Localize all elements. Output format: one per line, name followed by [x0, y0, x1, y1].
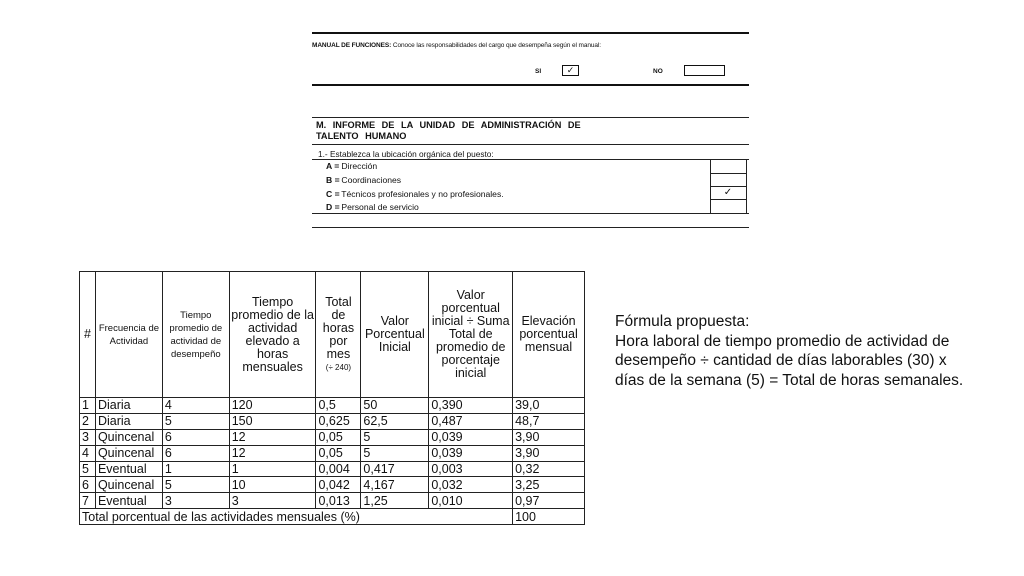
answer-box-line-1: [710, 173, 747, 174]
cell-elevacion: 3,25: [513, 477, 585, 493]
cell-elevado: 12: [229, 445, 316, 461]
table-row: [80, 398, 585, 414]
cell-elevacion: 39,0: [513, 398, 585, 414]
no-checkbox: [684, 65, 725, 76]
header-total-hours-sub: (÷ 240): [325, 362, 352, 372]
organic-location-question: 1.- Establezca la ubicación orgánica del puesto:: [318, 149, 494, 159]
formula-title: Fórmula propuesta:: [615, 313, 750, 330]
cell-frecuencia: Diaria: [95, 398, 162, 414]
cell-valor-inicial: 62,5: [361, 413, 429, 429]
cell-valor-inicial: 5: [361, 445, 429, 461]
formula-block: [615, 312, 980, 390]
table-row: [80, 429, 585, 445]
cell-num: 7: [80, 493, 96, 509]
cell-valor-suma: 0,003: [429, 461, 513, 477]
cell-num: 5: [80, 461, 96, 477]
formula-text: Hora laboral de tiempo promedio de actividad de desempeño ÷ cantidad de días laborables (30) x días de la semana (5) = Total de horas semanales.: [615, 332, 964, 389]
header-value-ratio: Valor porcentual inicial ÷ Suma Total de promedio de porcentaje inicial: [429, 272, 513, 398]
manual-label: MANUAL DE FUNCIONES:: [312, 42, 392, 49]
cell-elevado: 10: [229, 477, 316, 493]
answer-box-line-3: [710, 199, 747, 200]
cell-valor-inicial: 0,417: [361, 461, 429, 477]
cell-frecuencia: Quincenal: [95, 429, 162, 445]
cell-num: 2: [80, 413, 96, 429]
header-monthly-hours: Tiempo promedio de la actividad elevado a horas mensuales: [229, 272, 316, 398]
cell-valor-inicial: 4,167: [361, 477, 429, 493]
cell-valor-suma: 0,010: [429, 493, 513, 509]
cell-tiempo: 1: [162, 461, 229, 477]
cell-elevado: 3: [229, 493, 316, 509]
top-rule: [312, 32, 749, 34]
header-total-hours: [316, 272, 361, 398]
cell-tiempo: 6: [162, 429, 229, 445]
header-frequency: Frecuencia de Actividad: [95, 272, 162, 398]
option-a-key: A =: [326, 161, 340, 171]
middle-rule: [312, 84, 749, 86]
table-total-row: [80, 509, 585, 525]
section-title: [316, 120, 636, 141]
cell-valor-suma: 0,032: [429, 477, 513, 493]
cell-elevado: 120: [229, 398, 316, 414]
si-checkbox: ✓: [562, 65, 579, 76]
no-label: NO: [653, 68, 663, 75]
section-top-line: [312, 117, 749, 118]
cell-frecuencia: Quincenal: [95, 445, 162, 461]
section-title-line: [312, 144, 749, 145]
option-d-key: D =: [326, 202, 340, 212]
cell-frecuencia: Eventual: [95, 493, 162, 509]
cell-elevacion: 0,32: [513, 461, 585, 477]
cell-total-horas: 0,625: [316, 413, 361, 429]
cell-elevado: 150: [229, 413, 316, 429]
table-row: [80, 413, 585, 429]
cell-total-horas: 0,013: [316, 493, 361, 509]
section-title-line2: TALENTO HUMANO: [316, 130, 407, 141]
cell-num: 3: [80, 429, 96, 445]
table-row: [80, 493, 585, 509]
cell-tiempo: 5: [162, 477, 229, 493]
option-d-text: Personal de servicio: [341, 202, 419, 212]
cell-elevado: 1: [229, 461, 316, 477]
option-b-text: Coordinaciones: [341, 175, 402, 185]
cell-valor-inicial: 5: [361, 429, 429, 445]
cell-valor-suma: 0,039: [429, 429, 513, 445]
cell-valor-suma: 0,039: [429, 445, 513, 461]
cell-total-horas: 0,05: [316, 445, 361, 461]
cell-total-horas: 0,05: [316, 429, 361, 445]
cell-valor-suma: 0,390: [429, 398, 513, 414]
header-total-hours-label: Total de horas por mes: [322, 294, 355, 361]
cell-elevacion: 48,7: [513, 413, 585, 429]
section-bottom-line: [312, 213, 749, 214]
table-row: [80, 445, 585, 461]
question-line: [312, 159, 749, 160]
cell-valor-suma: 0,487: [429, 413, 513, 429]
header-number: #: [80, 272, 96, 398]
total-label: Total porcentual de las actividades mensuales (%): [80, 509, 513, 525]
cell-elevacion: 3,90: [513, 445, 585, 461]
cell-frecuencia: Diaria: [95, 413, 162, 429]
section-title-line1: M. INFORME DE LA UNIDAD DE ADMINISTRACIÓN DE: [316, 120, 581, 130]
table-row: [80, 461, 585, 477]
job-form-excerpt: [312, 32, 749, 230]
option-b: [326, 175, 401, 185]
option-d: [326, 202, 419, 212]
cell-elevacion: 3,90: [513, 429, 585, 445]
table-row: [80, 477, 585, 493]
option-a-text: Dirección: [341, 161, 378, 171]
cell-valor-inicial: 50: [361, 398, 429, 414]
cell-frecuencia: Quincenal: [95, 477, 162, 493]
option-c-key: C =: [326, 189, 340, 199]
option-c: [326, 189, 504, 199]
si-label: SI: [535, 68, 542, 75]
cell-total-horas: 0,004: [316, 461, 361, 477]
cell-num: 6: [80, 477, 96, 493]
total-value: 100: [513, 509, 585, 525]
cell-total-horas: 0,042: [316, 477, 361, 493]
header-monthly-elevation: Elevación porcentual mensual: [513, 272, 585, 398]
manual-question: [312, 42, 601, 49]
option-a: [326, 161, 377, 171]
header-initial-value: Valor Porcentual Inicial: [361, 272, 429, 398]
cell-num: 4: [80, 445, 96, 461]
cell-tiempo: 4: [162, 398, 229, 414]
cell-tiempo: 3: [162, 493, 229, 509]
cell-elevado: 12: [229, 429, 316, 445]
header-average-time: Tiempo promedio de actividad de desempeño: [162, 272, 229, 398]
manual-text: Conoce las responsabilidades del cargo que desempeña según el manual:: [391, 42, 601, 49]
cell-total-horas: 0,5: [316, 398, 361, 414]
cell-valor-inicial: 1,25: [361, 493, 429, 509]
cell-num: 1: [80, 398, 96, 414]
activities-table: [79, 271, 585, 525]
cell-frecuencia: Eventual: [95, 461, 162, 477]
cell-elevacion: 0,97: [513, 493, 585, 509]
cell-tiempo: 6: [162, 445, 229, 461]
option-b-key: B =: [326, 175, 340, 185]
option-c-checkmark: ✓: [723, 187, 733, 198]
table-header-row: [80, 272, 585, 398]
option-c-text: Técnicos profesionales y no profesionales.: [341, 189, 504, 199]
form-end-line: [312, 227, 749, 228]
cell-tiempo: 5: [162, 413, 229, 429]
